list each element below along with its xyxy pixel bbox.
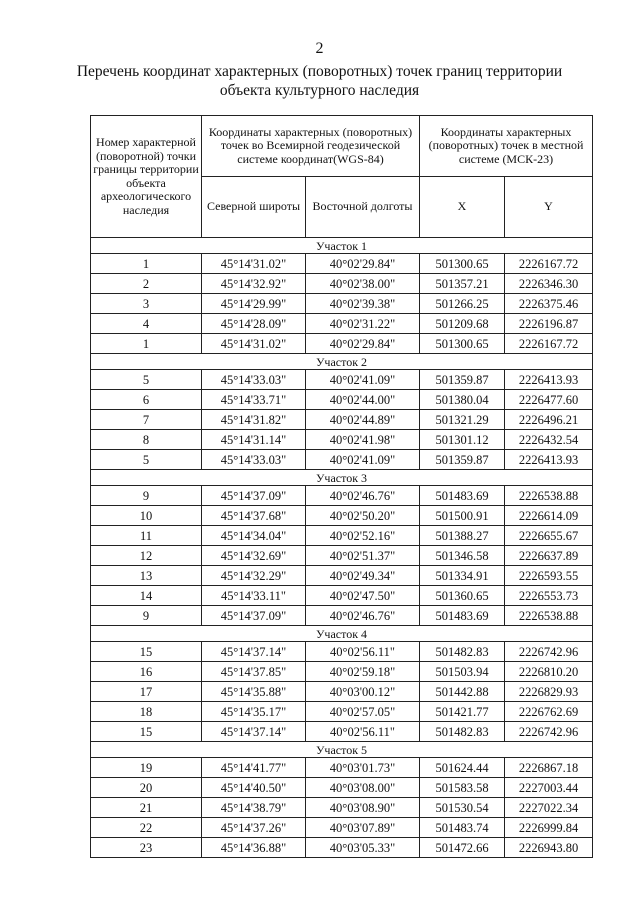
y-coordinate-cell: 2227022.34 xyxy=(505,798,593,818)
y-coordinate-cell: 2226637.89 xyxy=(505,546,593,566)
x-coordinate-cell: 501334.91 xyxy=(420,566,505,586)
north-latitude-cell: 45°14'31.14" xyxy=(202,430,306,450)
north-latitude-cell: 45°14'35.88" xyxy=(202,682,306,702)
x-coordinate-cell: 501483.74 xyxy=(420,818,505,838)
x-coordinate-cell: 501482.83 xyxy=(420,642,505,662)
header-point-number: Номер характерной (поворотной) точки границы территории объекта археологического наследия xyxy=(91,116,202,238)
north-latitude-cell: 45°14'33.03" xyxy=(202,370,306,390)
x-coordinate-cell: 501266.25 xyxy=(420,294,505,314)
title-line-1: Перечень координат характерных (поворотных) точек границ территории xyxy=(76,63,563,80)
east-longitude-cell: 40°02'38.00" xyxy=(306,274,420,294)
x-coordinate-cell: 501388.27 xyxy=(420,526,505,546)
y-coordinate-cell: 2226196.87 xyxy=(505,314,593,334)
table-row xyxy=(91,758,593,778)
section-row xyxy=(91,238,593,254)
y-coordinate-cell: 2226538.88 xyxy=(505,606,593,626)
point-number-cell: 18 xyxy=(91,702,202,722)
table-row xyxy=(91,294,593,314)
north-latitude-cell: 45°14'40.50" xyxy=(202,778,306,798)
x-coordinate-cell: 501300.65 xyxy=(420,334,505,354)
y-coordinate-cell: 2226943.80 xyxy=(505,838,593,858)
x-coordinate-cell: 501346.58 xyxy=(420,546,505,566)
section-row xyxy=(91,470,593,486)
section-row xyxy=(91,742,593,758)
point-number-cell: 10 xyxy=(91,506,202,526)
east-longitude-cell: 40°02'29.84" xyxy=(306,334,420,354)
point-number-cell: 9 xyxy=(91,486,202,506)
y-coordinate-cell: 2226614.09 xyxy=(505,506,593,526)
y-coordinate-cell: 2226655.67 xyxy=(505,526,593,546)
north-latitude-cell: 45°14'31.82" xyxy=(202,410,306,430)
north-latitude-cell: 45°14'31.02" xyxy=(202,254,306,274)
x-coordinate-cell: 501357.21 xyxy=(420,274,505,294)
point-number-cell: 1 xyxy=(91,254,202,274)
table-row xyxy=(91,450,593,470)
point-number-cell: 7 xyxy=(91,410,202,430)
table-row xyxy=(91,702,593,722)
point-number-cell: 13 xyxy=(91,566,202,586)
table-row xyxy=(91,662,593,682)
y-coordinate-cell: 2226867.18 xyxy=(505,758,593,778)
header-north-latitude: Северной широты xyxy=(202,177,306,238)
table-row xyxy=(91,818,593,838)
table-row xyxy=(91,526,593,546)
y-coordinate-cell: 2226762.69 xyxy=(505,702,593,722)
point-number-cell: 2 xyxy=(91,274,202,294)
x-coordinate-cell: 501500.91 xyxy=(420,506,505,526)
north-latitude-cell: 45°14'32.69" xyxy=(202,546,306,566)
y-coordinate-cell: 2226742.96 xyxy=(505,722,593,742)
section-title: Участок 4 xyxy=(91,626,593,642)
table-row xyxy=(91,682,593,702)
y-coordinate-cell: 2226496.21 xyxy=(505,410,593,430)
east-longitude-cell: 40°03'08.00" xyxy=(306,778,420,798)
table-row xyxy=(91,430,593,450)
header-y: Y xyxy=(505,177,593,238)
point-number-cell: 12 xyxy=(91,546,202,566)
y-coordinate-cell: 2226167.72 xyxy=(505,334,593,354)
point-number-cell: 9 xyxy=(91,606,202,626)
header-x: X xyxy=(420,177,505,238)
east-longitude-cell: 40°03'07.89" xyxy=(306,818,420,838)
point-number-cell: 20 xyxy=(91,778,202,798)
x-coordinate-cell: 501482.83 xyxy=(420,722,505,742)
x-coordinate-cell: 501300.65 xyxy=(420,254,505,274)
x-coordinate-cell: 501421.77 xyxy=(420,702,505,722)
north-latitude-cell: 45°14'34.04" xyxy=(202,526,306,546)
x-coordinate-cell: 501209.68 xyxy=(420,314,505,334)
y-coordinate-cell: 2226346.30 xyxy=(505,274,593,294)
north-latitude-cell: 45°14'35.17" xyxy=(202,702,306,722)
east-longitude-cell: 40°02'59.18" xyxy=(306,662,420,682)
point-number-cell: 22 xyxy=(91,818,202,838)
north-latitude-cell: 45°14'36.88" xyxy=(202,838,306,858)
x-coordinate-cell: 501503.94 xyxy=(420,662,505,682)
east-longitude-cell: 40°02'41.09" xyxy=(306,450,420,470)
east-longitude-cell: 40°02'46.76" xyxy=(306,486,420,506)
table-header xyxy=(91,116,593,238)
table-row xyxy=(91,546,593,566)
point-number-cell: 5 xyxy=(91,450,202,470)
point-number-cell: 15 xyxy=(91,722,202,742)
point-number-cell: 3 xyxy=(91,294,202,314)
table-row xyxy=(91,642,593,662)
x-coordinate-cell: 501472.66 xyxy=(420,838,505,858)
x-coordinate-cell: 501360.65 xyxy=(420,586,505,606)
east-longitude-cell: 40°02'56.11" xyxy=(306,642,420,662)
x-coordinate-cell: 501483.69 xyxy=(420,606,505,626)
table-row xyxy=(91,566,593,586)
table-row xyxy=(91,486,593,506)
table-row xyxy=(91,334,593,354)
table-body xyxy=(91,238,593,858)
y-coordinate-cell: 2226829.93 xyxy=(505,682,593,702)
east-longitude-cell: 40°02'56.11" xyxy=(306,722,420,742)
x-coordinate-cell: 501301.12 xyxy=(420,430,505,450)
point-number-cell: 19 xyxy=(91,758,202,778)
table-row xyxy=(91,606,593,626)
east-longitude-cell: 40°03'05.33" xyxy=(306,838,420,858)
north-latitude-cell: 45°14'37.09" xyxy=(202,606,306,626)
north-latitude-cell: 45°14'41.77" xyxy=(202,758,306,778)
y-coordinate-cell: 2226553.73 xyxy=(505,586,593,606)
y-coordinate-cell: 2227003.44 xyxy=(505,778,593,798)
y-coordinate-cell: 2226810.20 xyxy=(505,662,593,682)
table-row xyxy=(91,274,593,294)
y-coordinate-cell: 2226538.88 xyxy=(505,486,593,506)
y-coordinate-cell: 2226432.54 xyxy=(505,430,593,450)
x-coordinate-cell: 501583.58 xyxy=(420,778,505,798)
header-east-longitude: Восточной долготы xyxy=(306,177,420,238)
y-coordinate-cell: 2226413.93 xyxy=(505,370,593,390)
title-line-2: объекта культурного наследия xyxy=(219,82,420,99)
east-longitude-cell: 40°03'01.73" xyxy=(306,758,420,778)
table-row xyxy=(91,254,593,274)
north-latitude-cell: 45°14'33.03" xyxy=(202,450,306,470)
north-latitude-cell: 45°14'32.29" xyxy=(202,566,306,586)
east-longitude-cell: 40°02'29.84" xyxy=(306,254,420,274)
table-row xyxy=(91,722,593,742)
coordinates-table-wrapper xyxy=(90,115,593,858)
y-coordinate-cell: 2226413.93 xyxy=(505,450,593,470)
north-latitude-cell: 45°14'33.11" xyxy=(202,586,306,606)
page-number: 2 xyxy=(315,40,324,57)
point-number-cell: 21 xyxy=(91,798,202,818)
table-row xyxy=(91,778,593,798)
table-row xyxy=(91,370,593,390)
x-coordinate-cell: 501359.87 xyxy=(420,450,505,470)
north-latitude-cell: 45°14'37.09" xyxy=(202,486,306,506)
point-number-cell: 23 xyxy=(91,838,202,858)
north-latitude-cell: 45°14'38.79" xyxy=(202,798,306,818)
point-number-cell: 1 xyxy=(91,334,202,354)
point-number-cell: 4 xyxy=(91,314,202,334)
north-latitude-cell: 45°14'37.85" xyxy=(202,662,306,682)
point-number-cell: 16 xyxy=(91,662,202,682)
y-coordinate-cell: 2226999.84 xyxy=(505,818,593,838)
y-coordinate-cell: 2226167.72 xyxy=(505,254,593,274)
east-longitude-cell: 40°02'31.22" xyxy=(306,314,420,334)
north-latitude-cell: 45°14'37.68" xyxy=(202,506,306,526)
table-row xyxy=(91,586,593,606)
east-longitude-cell: 40°02'47.50" xyxy=(306,586,420,606)
header-msk-group: Координаты характерных (поворотных) точек в местной системе (МСК-23) xyxy=(420,116,593,177)
east-longitude-cell: 40°02'44.89" xyxy=(306,410,420,430)
east-longitude-cell: 40°02'46.76" xyxy=(306,606,420,626)
north-latitude-cell: 45°14'31.02" xyxy=(202,334,306,354)
east-longitude-cell: 40°02'41.09" xyxy=(306,370,420,390)
point-number-cell: 11 xyxy=(91,526,202,546)
point-number-cell: 15 xyxy=(91,642,202,662)
x-coordinate-cell: 501380.04 xyxy=(420,390,505,410)
point-number-cell: 5 xyxy=(91,370,202,390)
section-title: Участок 2 xyxy=(91,354,593,370)
point-number-cell: 17 xyxy=(91,682,202,702)
coordinates-table xyxy=(90,115,593,858)
north-latitude-cell: 45°14'29.99" xyxy=(202,294,306,314)
y-coordinate-cell: 2226375.46 xyxy=(505,294,593,314)
east-longitude-cell: 40°02'50.20" xyxy=(306,506,420,526)
x-coordinate-cell: 501359.87 xyxy=(420,370,505,390)
north-latitude-cell: 45°14'37.14" xyxy=(202,722,306,742)
table-row xyxy=(91,390,593,410)
section-title: Участок 3 xyxy=(91,470,593,486)
north-latitude-cell: 45°14'28.09" xyxy=(202,314,306,334)
east-longitude-cell: 40°03'08.90" xyxy=(306,798,420,818)
north-latitude-cell: 45°14'33.71" xyxy=(202,390,306,410)
table-row xyxy=(91,798,593,818)
y-coordinate-cell: 2226477.60 xyxy=(505,390,593,410)
y-coordinate-cell: 2226593.55 xyxy=(505,566,593,586)
east-longitude-cell: 40°02'44.00" xyxy=(306,390,420,410)
section-title: Участок 1 xyxy=(91,238,593,254)
section-title: Участок 5 xyxy=(91,742,593,758)
header-wgs-group: Координаты характерных (поворотных) точек во Всемирной геодезической системе координат(WGS-84) xyxy=(202,116,420,177)
x-coordinate-cell: 501624.44 xyxy=(420,758,505,778)
section-row xyxy=(91,626,593,642)
point-number-cell: 14 xyxy=(91,586,202,606)
east-longitude-cell: 40°02'57.05" xyxy=(306,702,420,722)
x-coordinate-cell: 501530.54 xyxy=(420,798,505,818)
table-row xyxy=(91,838,593,858)
east-longitude-cell: 40°03'00.12" xyxy=(306,682,420,702)
table-row xyxy=(91,506,593,526)
east-longitude-cell: 40°02'41.98" xyxy=(306,430,420,450)
east-longitude-cell: 40°02'49.34" xyxy=(306,566,420,586)
table-row xyxy=(91,314,593,334)
table-row xyxy=(91,410,593,430)
east-longitude-cell: 40°02'52.16" xyxy=(306,526,420,546)
north-latitude-cell: 45°14'32.92" xyxy=(202,274,306,294)
east-longitude-cell: 40°02'51.37" xyxy=(306,546,420,566)
point-number-cell: 6 xyxy=(91,390,202,410)
x-coordinate-cell: 501321.29 xyxy=(420,410,505,430)
north-latitude-cell: 45°14'37.26" xyxy=(202,818,306,838)
section-row xyxy=(91,354,593,370)
east-longitude-cell: 40°02'39.38" xyxy=(306,294,420,314)
x-coordinate-cell: 501442.88 xyxy=(420,682,505,702)
x-coordinate-cell: 501483.69 xyxy=(420,486,505,506)
document-title xyxy=(60,62,579,100)
north-latitude-cell: 45°14'37.14" xyxy=(202,642,306,662)
point-number-cell: 8 xyxy=(91,430,202,450)
y-coordinate-cell: 2226742.96 xyxy=(505,642,593,662)
